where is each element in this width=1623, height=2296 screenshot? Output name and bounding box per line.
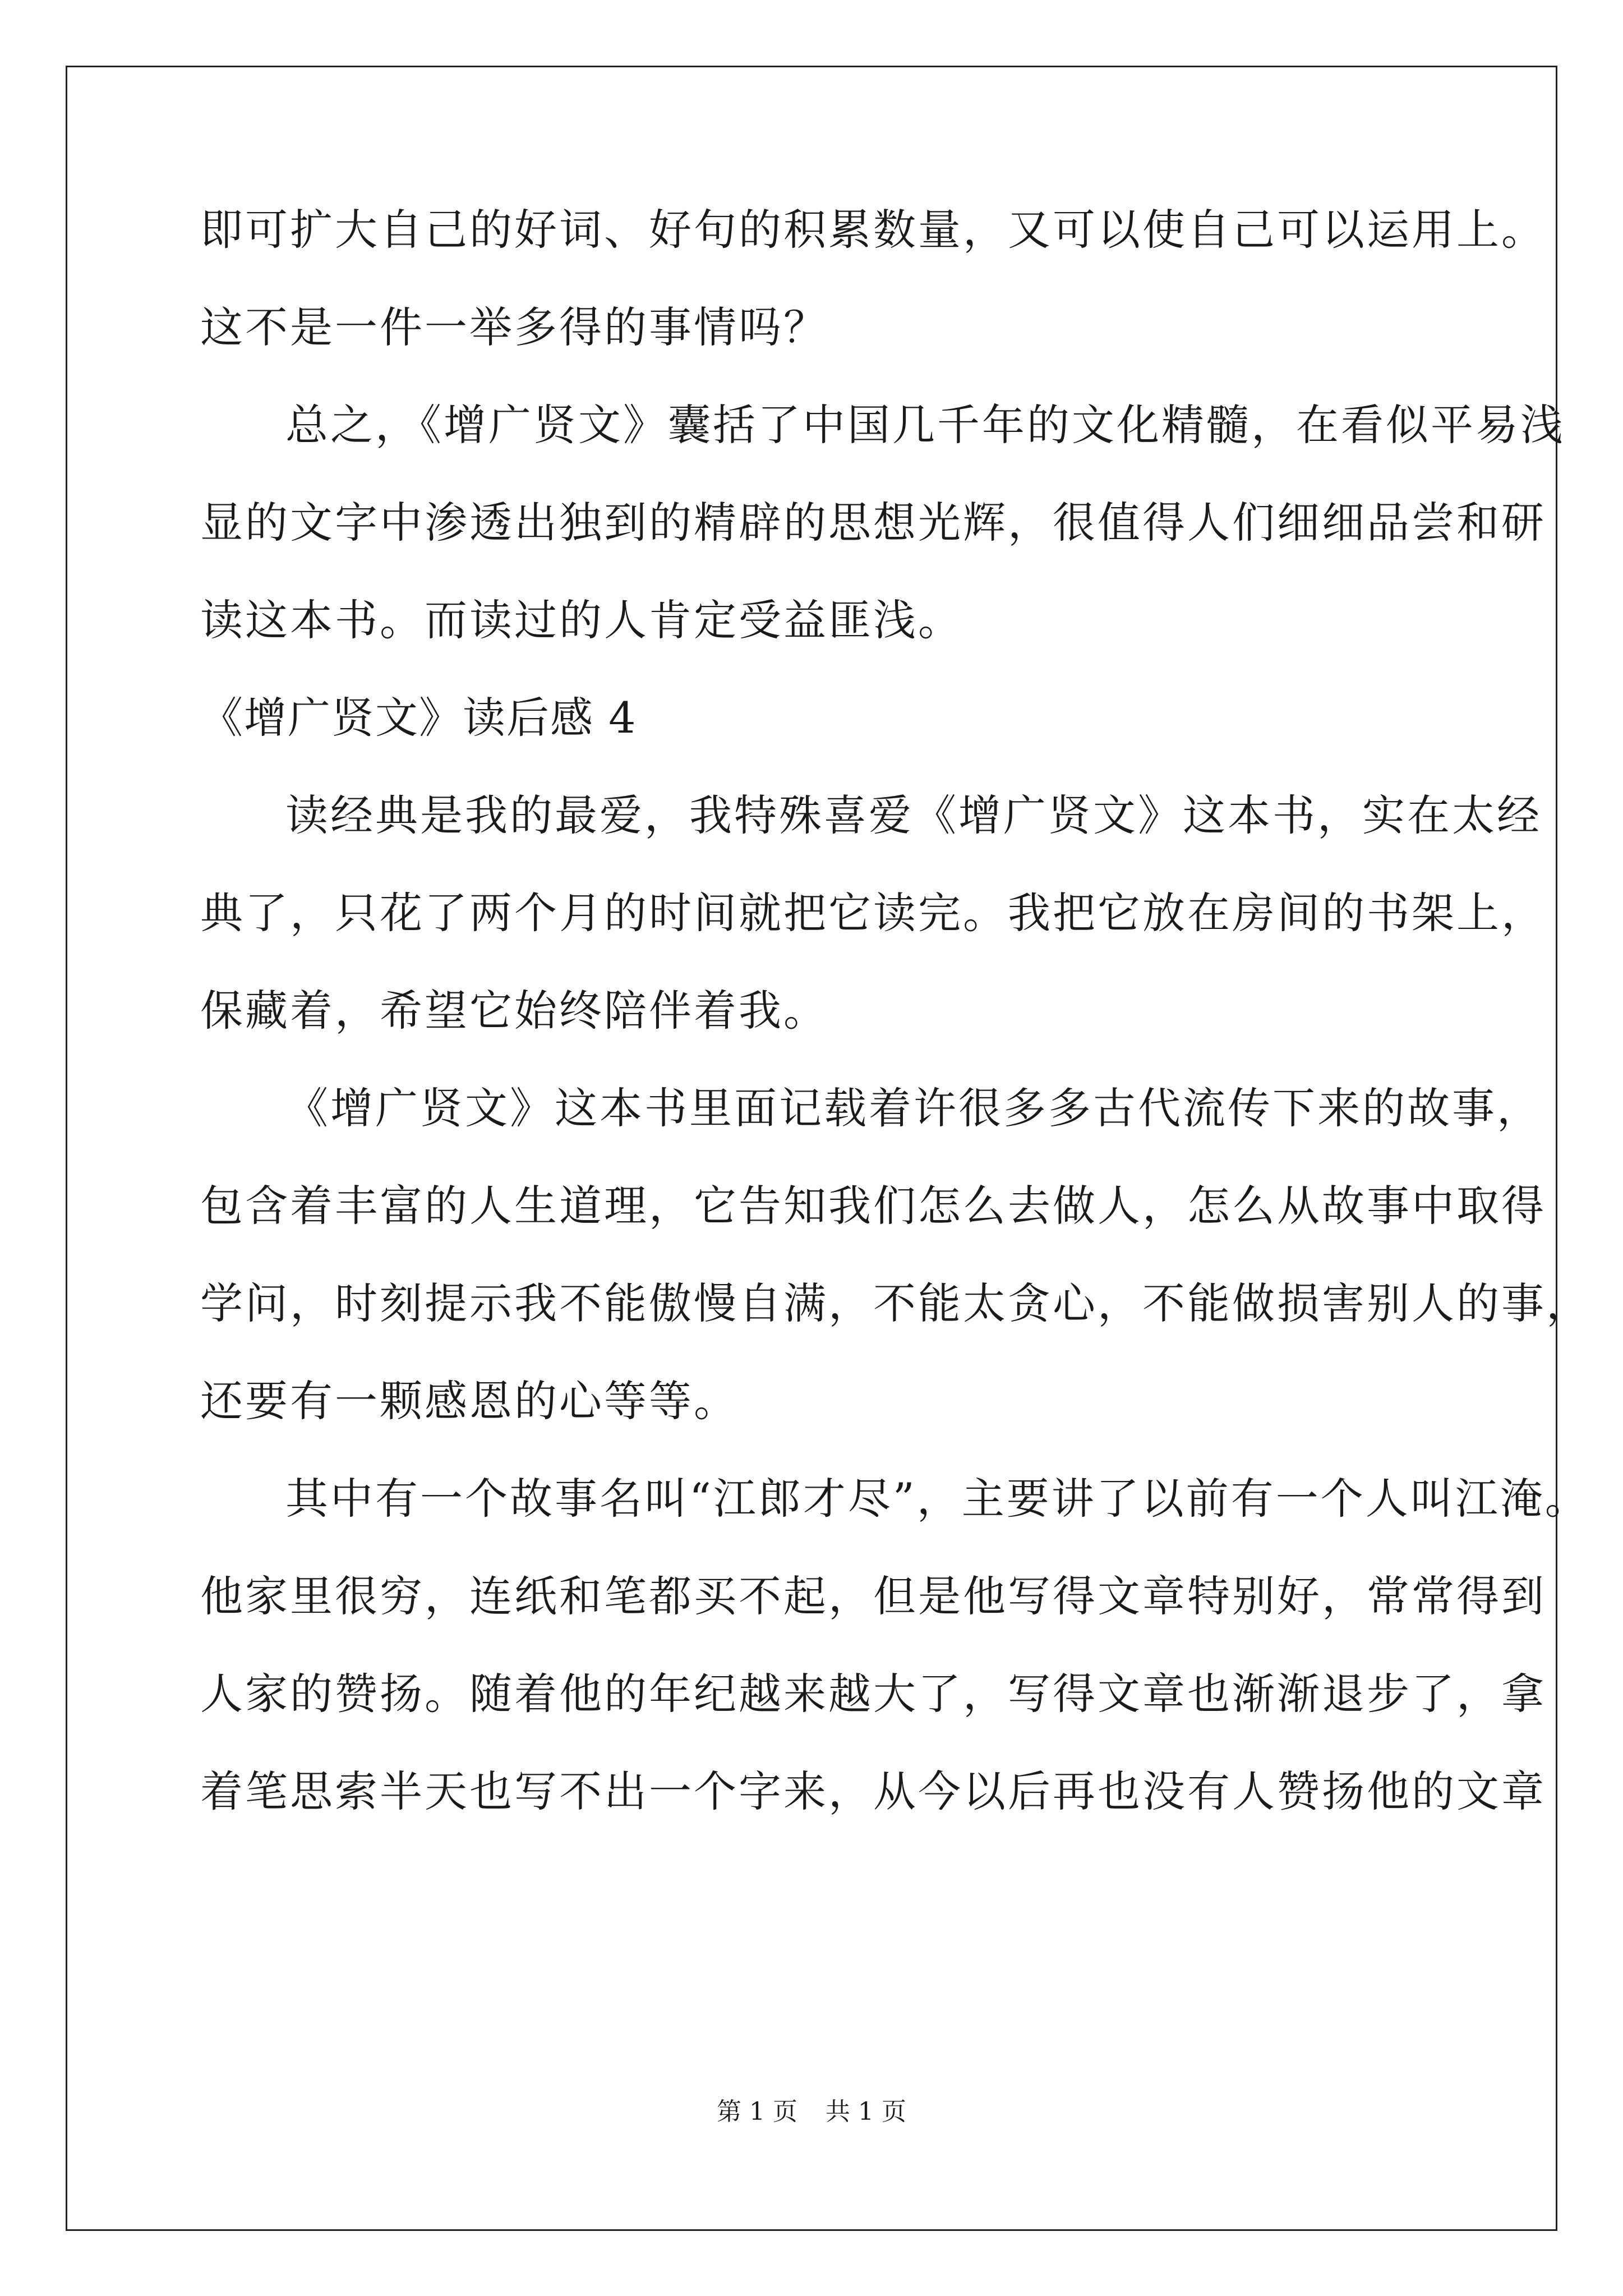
- text-line: 显的文字中渗透出独到的精辟的思想光辉，很值得人们细细品尝和研: [200, 498, 1546, 547]
- page-border: [66, 66, 1557, 2231]
- text-line: 着笔思索半天也写不出一个字来，从今以后再也没有人赞扬他的文章: [200, 1766, 1546, 1816]
- text-line: 还要有一颗感恩的心等等。: [200, 1376, 739, 1426]
- text-line: 这不是一件一举多得的事情吗？: [200, 302, 828, 352]
- page-footer: [0, 2095, 1623, 2129]
- text-line: 人家的赞扬。随着他的年纪越来越大了，写得文章也渐渐退步了，拿: [200, 1669, 1546, 1719]
- paragraph-start-line: 读经典是我的最爱，我特殊喜爱《增广贤文》这本书，实在太经: [285, 790, 1542, 840]
- text-line: 即可扩大自己的好词、好句的积累数量，又可以使自己可以运用上。: [200, 205, 1546, 255]
- paragraph-start-line: 《增广贤文》这本书里面记载着许很多多古代流传下来的故事，: [285, 1083, 1542, 1133]
- text-line: 包含着丰富的人生道理，它告知我们怎么去做人，怎么从故事中取得: [200, 1181, 1546, 1231]
- text-line: 保藏着，希望它始终陪伴着我。: [200, 986, 828, 1036]
- text-line: 典了，只花了两个月的时间就把它读完。我把它放在房间的书架上，: [200, 888, 1546, 938]
- text-line: 读这本书。而读过的人肯定受益匪浅。: [200, 595, 963, 645]
- text-line: 学问，时刻提示我不能傲慢自满，不能太贪心，不能做损害别人的事，: [200, 1278, 1591, 1328]
- text-line: 他家里很穷，连纸和笔都买不起，但是他写得文章特别好，常常得到: [200, 1571, 1546, 1621]
- paragraph-start-line: 总之，《增广贤文》囊括了中国几千年的文化精髓，在看似平易浅: [285, 400, 1565, 450]
- paragraph-start-line: 其中有一个故事名叫“江郎才尽”，主要讲了以前有一个人叫江淹。: [285, 1474, 1590, 1524]
- page-total: 共 1 页: [826, 2097, 906, 2126]
- section-heading: 《增广贤文》读后感 4: [200, 693, 637, 743]
- page-number: 第 1 页: [717, 2097, 797, 2126]
